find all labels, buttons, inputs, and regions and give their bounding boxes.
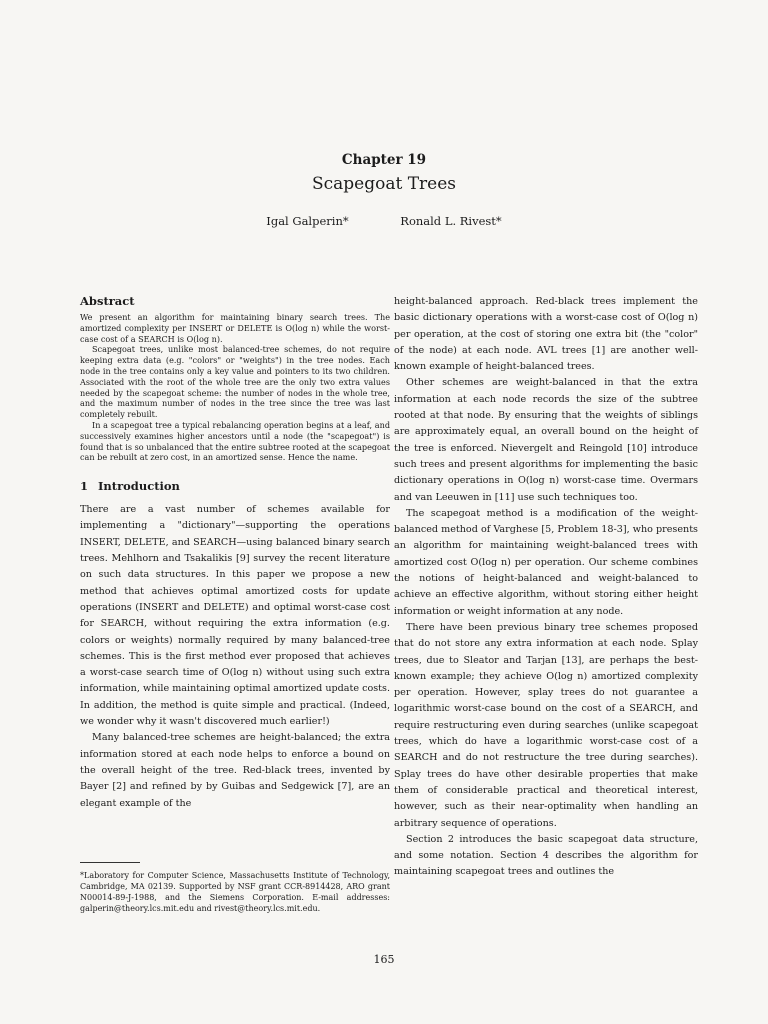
author-name: Igal Galperin* [266,214,349,228]
paper-title: Scapegoat Trees [311,174,457,194]
section-heading [80,479,390,493]
right-column [394,294,698,881]
body-paragraph: There have been previous binary tree schemes proposed that do not store any extra information at each node. Splay trees, due to Sleator and Tarjan [13], are perhaps the best-known example; they achieve O(log n) amortized complexity per operation. However, splay trees do not guarantee a logarithmic worst-case bound on the cost of a SEARCH, and require restructuring even during searches (unlike scapegoat trees, which do have a logarithmic worst-case cost of a SEARCH and do not restructure the tree during searches). Splay trees do have other desirable properties that make them of considerable practical and theoretical interest, however, such as their near-optimality when handling an arbitrary sequence of operations. [394,621,698,829]
footnote: *Laboratory for Computer Science, Massachusetts Institute of Technology, Cambridge, MA 02139. Supported by NSF grant CCR-8914428, ARO grant N00014-89-J-1988, and the Siemens Corporation. E-mail addresses: galperin@theory.lcs.mit.edu and rivest@theory.lcs.mit.edu. [80,871,390,913]
abstract-section [80,294,390,463]
section-number: 1 [80,479,89,494]
introduction-body [80,502,390,812]
page-number: 165 [373,953,395,966]
author-name: Ronald L. Rivest* [400,214,502,228]
footnote-divider [80,862,140,863]
body-paragraph: Section 2 introduces the basic scapegoat data structure, and some notation. Section 4 describes the algorithm for maintaining scapegoat trees and outlines the [394,833,698,878]
body-paragraph: height-balanced approach. Red-black trees implement the basic dictionary operations with a worst-case cost of O(log n) per operation, at the cost of storing one extra bit (the "color" of the node) at each node. AVL trees [1] are another well-known example of height-balanced trees. [394,296,698,373]
left-column [80,294,390,812]
chapter-label: Chapter 19 [341,152,427,168]
body-paragraph: Other schemes are weight-balanced in that the extra information at each node records the size of the subtree rooted at that node. By ensuring that the weights of siblings are approximately equal, an overall bound on the height of the tree is enforced. Nievergelt and Reingold [10] introduce such trees and present algorithms for implementing the basic dictionary operations in O(log n) worst-case time. Overmars and van Leeuwen in [11] use such techniques too. [394,377,698,503]
abstract-paragraph: In a scapegoat tree a typical rebalancing operation begins at a leaf, and successively examines higher ancestors until a node (the "scapegoat") is found that is so unbalanced that the entire subtree rooted at the scapegoat can be rebuilt at zero cost, in an amortized sense. Hence the name. [80,419,390,463]
body-paragraph: The scapegoat method is a modification of the weight-balanced method of Varghese [5, Problem 18-3], who presents an algorithm for maintaining weight-balanced trees with amortized cost O(log n) per operation. Our scheme combines the notions of height-balanced and weight-balanced to achieve an effective algorithm, without storing either height information or weight information at any node. [394,507,698,617]
body-paragraph: Many balanced-tree schemes are height-balanced; the extra information stored at each node helps to enforce a bound on the overall height of the tree. Red-black trees, invented by Bayer [2] and refined by by Guibas and Sedgewick [7], are an elegant example of the [80,732,390,809]
author-line [0,214,768,228]
abstract-paragraph: Scapegoat trees, unlike most balanced-tree schemes, do not require keeping extra data (e.g. "colors" or "weights") in the tree nodes. Each node in the tree contains only a key value and pointers to its two children. Associated with the root of the whole tree are the only two extra values needed by the scapegoat scheme: the number of nodes in the whole tree, and the maximum number of nodes in the tree since the tree was last completely rebuilt. [80,344,390,420]
abstract-paragraph: We present an algorithm for maintaining binary search trees. The amortized complexity per INSERT or DELETE is O(log n) while the worst-case cost of a SEARCH is O(log n). [80,312,390,344]
section-title: Introduction [98,479,180,494]
abstract-heading: Abstract [80,294,135,308]
body-paragraph: There are a vast number of schemes available for implementing a "dictionary"—supporting the operations INSERT, DELETE, and SEARCH—using balanced binary search trees. Mehlhorn and Tsakalikis [9] survey the recent literature on such data structures. In this paper we propose a new method that achieves optimal amortized costs for update operations (INSERT and DELETE) and optimal worst-case cost for SEARCH, without requiring the extra information (e.g. colors or weights) normally required by many balanced-tree schemes. This is the first method ever proposed that achieves a worst-case search time of O(log n) without using such extra information, while maintaining optimal amortized update costs. In addition, the method is quite simple and practical. (Indeed, we wonder why it wasn't discovered much earlier!) [80,504,390,728]
